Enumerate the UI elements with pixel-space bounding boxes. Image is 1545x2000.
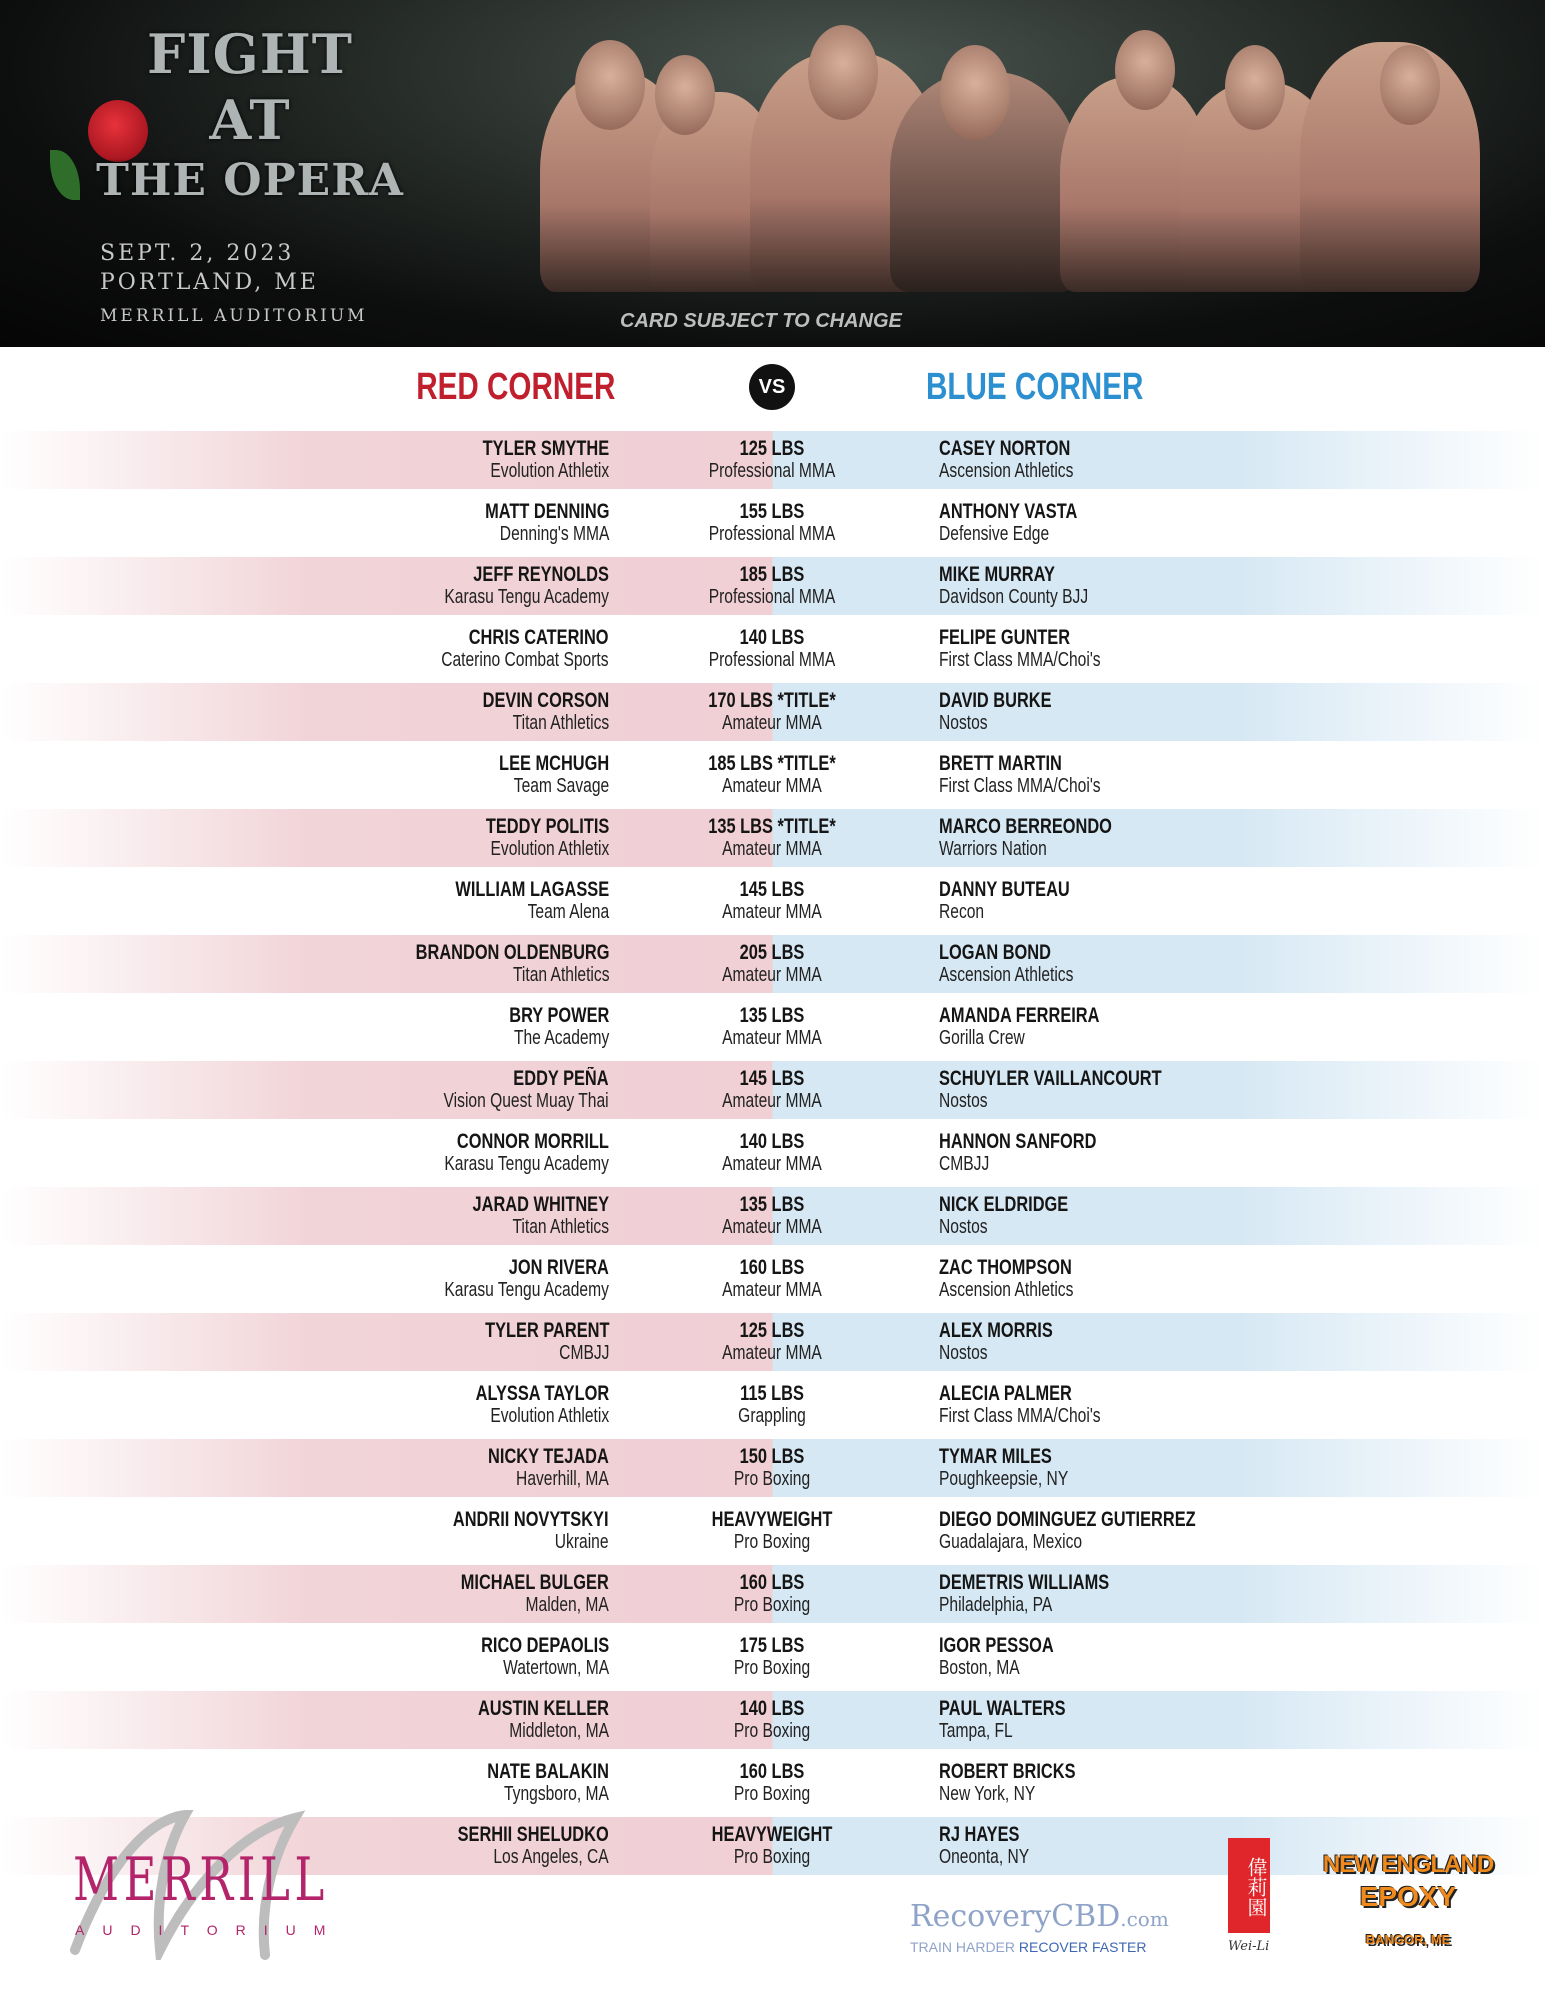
fighter-name: EDDY PEÑA xyxy=(513,1067,609,1090)
bout-row xyxy=(0,1439,1545,1497)
epoxy-name: NEW ENGLAND xyxy=(1322,1851,1494,1878)
bout-type: Pro Boxing xyxy=(733,1468,811,1490)
bout-type: Amateur MMA xyxy=(722,964,822,986)
fighter-team: Denning's MMA xyxy=(499,523,609,545)
bout-type: Grappling xyxy=(738,1405,806,1427)
fighter-team: Nostos xyxy=(939,1090,988,1112)
bout-type: Pro Boxing xyxy=(733,1846,811,1868)
fighter-name: FELIPE GUNTER xyxy=(939,626,1071,649)
red-fighter xyxy=(394,626,609,672)
leaf-icon xyxy=(50,150,80,200)
fighter-photo xyxy=(1225,45,1285,130)
bout-info xyxy=(672,878,872,924)
bout-info xyxy=(672,563,872,609)
fighter-name: MATT DENNING xyxy=(484,500,609,523)
red-fighter xyxy=(398,1256,609,1302)
fighter-team: Titan Athletics xyxy=(512,964,609,986)
fighter-name: CONNOR MORRILL xyxy=(457,1130,609,1153)
red-fighter xyxy=(415,1823,609,1869)
bout-row xyxy=(0,1691,1545,1749)
weight-class: 160 LBS xyxy=(739,1256,805,1279)
fighter-team: Karasu Tengu Academy xyxy=(444,1279,609,1301)
red-fighter xyxy=(398,563,609,609)
weight-class: 185 LBS *TITLE* xyxy=(708,752,836,775)
bout-info xyxy=(672,1004,872,1050)
bout-info xyxy=(672,1382,872,1428)
fighter-name: TEDDY POLITIS xyxy=(485,815,609,838)
fighter-name: JEFF REYNOLDS xyxy=(473,563,609,586)
fighter-team: Evolution Athletix xyxy=(490,1405,609,1427)
fighter-name: AUSTIN KELLER xyxy=(477,1697,609,1720)
fighter-name: RICO DEPAOLIS xyxy=(480,1634,609,1657)
fighter-name: SCHUYLER VAILLANCOURT xyxy=(939,1067,1162,1090)
fighter-team: Defensive Edge xyxy=(939,523,1050,545)
fighter-team: Nostos xyxy=(939,1216,988,1238)
fighter-team: Karasu Tengu Academy xyxy=(444,1153,609,1175)
fighter-name: NATE BALAKIN xyxy=(487,1760,609,1783)
bout-type: Amateur MMA xyxy=(722,1216,822,1238)
event-banner xyxy=(0,0,1545,347)
bout-row xyxy=(0,1313,1545,1371)
bout-type: Amateur MMA xyxy=(722,775,822,797)
fighter-team: The Academy xyxy=(513,1027,609,1049)
red-fighter xyxy=(447,689,609,735)
blue-fighter xyxy=(939,878,1107,924)
fighter-team: Ukraine xyxy=(555,1531,609,1553)
fighter-team: CMBJJ xyxy=(939,1153,990,1175)
weight-class: 175 LBS xyxy=(739,1634,805,1657)
fighter-team: Karasu Tengu Academy xyxy=(444,586,609,608)
bout-row xyxy=(0,1565,1545,1623)
event-city: PORTLAND, ME xyxy=(100,270,319,295)
fighter-name: MARCO BERREONDO xyxy=(939,815,1112,838)
weight-class: 145 LBS xyxy=(739,878,805,901)
fighter-name: CHRIS CATERINO xyxy=(469,626,609,649)
fighter-name: RJ HAYES xyxy=(939,1823,1020,1846)
weight-class: 135 LBS xyxy=(739,1193,805,1216)
fighter-name: TYLER SMYTHE xyxy=(482,437,609,460)
red-fighter xyxy=(450,500,609,546)
fighter-team: Ascension Athletics xyxy=(939,1279,1074,1301)
bout-type: Amateur MMA xyxy=(722,1342,822,1364)
fighter-name: ZAC THOMPSON xyxy=(939,1256,1072,1279)
weight-class: 155 LBS xyxy=(739,500,805,523)
fighter-name: MICHAEL BULGER xyxy=(460,1571,609,1594)
blue-fighter xyxy=(939,1634,1086,1680)
bout-type: Pro Boxing xyxy=(733,1720,811,1742)
fighter-team: Nostos xyxy=(939,712,988,734)
red-fighter xyxy=(434,1193,609,1239)
bout-row xyxy=(0,431,1545,489)
bout-info xyxy=(672,1256,872,1302)
epoxy-name: EPOXY xyxy=(1359,1881,1457,1912)
blue-fighter xyxy=(939,1823,1055,1869)
blue-fighter xyxy=(939,1508,1268,1554)
fighter-team: Team Savage xyxy=(513,775,609,797)
bout-type: Amateur MMA xyxy=(722,838,822,860)
event-date: SEPT. 2, 2023 xyxy=(100,241,295,266)
bout-type: Amateur MMA xyxy=(722,1027,822,1049)
fighter-team: Guadalajara, Mexico xyxy=(939,1531,1083,1553)
merrill-wordmark: MERRILL xyxy=(73,1845,329,1915)
red-fighter xyxy=(398,1130,609,1176)
red-fighter xyxy=(454,1445,609,1491)
blue-fighter xyxy=(939,1067,1224,1113)
fighter-team: Davidson County BJJ xyxy=(939,586,1089,608)
bout-type: Pro Boxing xyxy=(733,1783,811,1805)
fighter-team: CMBJJ xyxy=(558,1342,609,1364)
red-fighter xyxy=(453,1760,609,1806)
bout-row xyxy=(0,1124,1545,1182)
fighter-team: Vision Quest Muay Thai xyxy=(443,1090,609,1112)
fighter-name: LEE MCHUGH xyxy=(498,752,609,775)
bout-info xyxy=(672,1760,872,1806)
weight-class: 160 LBS xyxy=(739,1571,805,1594)
red-fighter xyxy=(397,1067,609,1113)
bout-info xyxy=(672,941,872,987)
fighter-photo xyxy=(575,40,645,130)
bout-row xyxy=(0,1061,1545,1119)
fighter-name: JON RIVERA xyxy=(508,1256,609,1279)
blue-fighter xyxy=(939,563,1130,609)
fighter-name: IGOR PESSOA xyxy=(939,1634,1054,1657)
fighter-team: Tampa, FL xyxy=(939,1720,1013,1742)
bout-info xyxy=(672,1319,872,1365)
fighter-name: DAVID BURKE xyxy=(939,689,1052,712)
blue-fighter xyxy=(939,1256,1111,1302)
fighter-team: Middleton, MA xyxy=(509,1720,609,1742)
blue-fighter xyxy=(939,1004,1145,1050)
fighter-photo xyxy=(1115,30,1175,110)
blue-fighter xyxy=(939,1319,1085,1365)
bout-type: Professional MMA xyxy=(708,586,836,608)
bout-type: Amateur MMA xyxy=(722,1279,822,1301)
red-fighter xyxy=(409,1508,609,1554)
fighter-photo xyxy=(808,25,878,120)
bout-row xyxy=(0,1250,1545,1308)
weight-class: 135 LBS *TITLE* xyxy=(708,815,836,838)
fighter-team: Watertown, MA xyxy=(502,1657,609,1679)
blue-fighter xyxy=(939,500,1116,546)
weight-class: 160 LBS xyxy=(739,1760,805,1783)
weili-characters: 偉莉園 xyxy=(1228,1838,1270,1933)
bout-row xyxy=(0,809,1545,867)
fighter-team: Evolution Athletix xyxy=(490,460,609,482)
red-fighter xyxy=(451,815,609,861)
fighter-name: ALYSSA TAYLOR xyxy=(475,1382,609,1405)
bout-info xyxy=(672,1508,872,1554)
bout-row xyxy=(0,1502,1545,1560)
bout-info xyxy=(672,1193,872,1239)
bout-row xyxy=(0,998,1545,1056)
fighter-name: ANTHONY VASTA xyxy=(939,500,1078,523)
weight-class: 140 LBS xyxy=(739,1697,805,1720)
epoxy-location: BANGOR, ME xyxy=(1365,1932,1451,1947)
weight-class: 140 LBS xyxy=(739,626,805,649)
weight-class: HEAVYWEIGHT xyxy=(711,1508,833,1531)
bout-row xyxy=(0,1376,1545,1434)
blue-corner-heading: BLUE CORNER xyxy=(926,366,1144,408)
weight-class: HEAVYWEIGHT xyxy=(711,1823,833,1846)
fighter-team: Evolution Athletix xyxy=(490,838,609,860)
fighter-team: Gorilla Crew xyxy=(939,1027,1025,1049)
weight-class: 115 LBS xyxy=(740,1382,804,1405)
blue-fighter xyxy=(939,1382,1146,1428)
fighter-team: Titan Athletics xyxy=(512,1216,609,1238)
blue-fighter xyxy=(939,626,1146,672)
fighter-name: BRANDON OLDENBURG xyxy=(415,941,609,964)
fighter-name: NICKY TEJADA xyxy=(488,1445,609,1468)
bout-info xyxy=(672,626,872,672)
fighter-name: LOGAN BOND xyxy=(939,941,1051,964)
fighter-name: BRETT MARTIN xyxy=(939,752,1062,775)
bout-row xyxy=(0,620,1545,678)
recovery-name: RecoveryCBD xyxy=(910,1899,1121,1934)
fighter-photo xyxy=(940,45,1010,140)
fighter-name: WILLIAM LAGASSE xyxy=(455,878,609,901)
bout-info xyxy=(672,437,872,483)
red-corner-heading: RED CORNER xyxy=(415,366,615,408)
recovery-tld: .com xyxy=(1120,1907,1169,1931)
blue-fighter xyxy=(939,689,1083,735)
fighter-team: Caterino Combat Sports xyxy=(441,649,609,671)
bout-type: Professional MMA xyxy=(708,523,836,545)
bout-row xyxy=(0,935,1545,993)
fighter-team: Malden, MA xyxy=(525,1594,609,1616)
bout-row xyxy=(0,1628,1545,1686)
fighter-photo xyxy=(655,55,715,135)
fighter-team: Poughkeepsie, NY xyxy=(939,1468,1069,1490)
blue-fighter xyxy=(939,1760,1114,1806)
fighter-team: Philadelphia, PA xyxy=(939,1594,1053,1616)
blue-fighter xyxy=(939,1445,1105,1491)
fighter-team: Oneonta, NY xyxy=(939,1846,1030,1868)
red-fighter xyxy=(361,941,610,987)
bout-type: Professional MMA xyxy=(708,649,836,671)
fighter-name: BRY POWER xyxy=(508,1004,609,1027)
red-fighter xyxy=(445,1634,609,1680)
bout-type: Amateur MMA xyxy=(722,1090,822,1112)
red-fighter xyxy=(412,878,609,924)
fighter-name: PAUL WALTERS xyxy=(939,1697,1066,1720)
bout-info xyxy=(672,1130,872,1176)
fighter-team: Ascension Athletics xyxy=(939,460,1074,482)
fighter-name: TYLER PARENT xyxy=(484,1319,609,1342)
bout-type: Professional MMA xyxy=(708,460,836,482)
red-fighter xyxy=(438,1382,609,1428)
weight-class: 145 LBS xyxy=(739,1067,805,1090)
red-fighter xyxy=(468,752,609,798)
bout-type: Amateur MMA xyxy=(722,712,822,734)
blue-fighter xyxy=(939,437,1111,483)
fighter-name: CASEY NORTON xyxy=(939,437,1071,460)
fighter-name: JARAD WHITNEY xyxy=(472,1193,609,1216)
red-fighter xyxy=(441,1697,609,1743)
fighter-team: Warriors Nation xyxy=(939,838,1047,860)
fighter-team: Titan Athletics xyxy=(512,712,609,734)
bout-info xyxy=(672,500,872,546)
bout-type: Pro Boxing xyxy=(733,1531,811,1553)
merrill-subtitle: AUDITORIUM xyxy=(75,1922,344,1938)
weight-class: 170 LBS *TITLE* xyxy=(708,689,836,712)
title-line: THE OPERA xyxy=(96,154,404,206)
blue-fighter xyxy=(939,752,1146,798)
fighter-team: First Class MMA/Choi's xyxy=(939,775,1101,797)
fighter-name: DIEGO DOMINGUEZ GUTIERREZ xyxy=(939,1508,1196,1531)
blue-fighter xyxy=(939,1130,1141,1176)
vs-badge: VS xyxy=(749,364,795,410)
fighter-team: Team Alena xyxy=(527,901,609,923)
fighter-team: Recon xyxy=(939,901,985,923)
red-fighter xyxy=(481,1004,609,1050)
weili-logo xyxy=(1228,1838,1270,1963)
weight-class: 150 LBS xyxy=(739,1445,805,1468)
fighter-team: Tyngsboro, MA xyxy=(504,1783,609,1805)
bout-info xyxy=(672,752,872,798)
new-england-epoxy-logo xyxy=(1318,1850,1498,1948)
bout-row xyxy=(0,557,1545,615)
red-fighter xyxy=(419,1571,609,1617)
bout-info xyxy=(672,1634,872,1680)
fighter-team: First Class MMA/Choi's xyxy=(939,1405,1101,1427)
bout-info xyxy=(672,1067,872,1113)
bout-info xyxy=(672,1445,872,1491)
fighter-team: Boston, MA xyxy=(939,1657,1020,1679)
red-fighter xyxy=(450,1319,609,1365)
bout-row xyxy=(0,683,1545,741)
blue-fighter xyxy=(939,815,1161,861)
weight-class: 125 LBS xyxy=(739,1319,805,1342)
fighter-name: NICK ELDRIDGE xyxy=(939,1193,1069,1216)
merrill-logo xyxy=(45,1810,345,1960)
fighter-name: ANDRII NOVYTSKYI xyxy=(453,1508,609,1531)
fighter-name: DEVIN CORSON xyxy=(482,689,609,712)
fighter-name: DEMETRIS WILLIAMS xyxy=(939,1571,1110,1594)
fighter-team: New York, NY xyxy=(939,1783,1036,1805)
title-line: AT xyxy=(209,87,291,152)
recoverycbd-logo xyxy=(910,1900,1169,1955)
bout-info xyxy=(672,1697,872,1743)
bout-row xyxy=(0,1754,1545,1812)
event-venue: MERRILL AUDITORIUM xyxy=(100,306,368,326)
fighter-name: HANNON SANFORD xyxy=(939,1130,1097,1153)
card-notice: CARD SUBJECT TO CHANGE xyxy=(620,310,902,332)
weight-class: 135 LBS xyxy=(739,1004,805,1027)
bout-row xyxy=(0,1187,1545,1245)
weili-name: Wei-Li xyxy=(1228,1939,1270,1954)
bout-row xyxy=(0,494,1545,552)
blue-fighter xyxy=(939,1697,1101,1743)
bout-info xyxy=(672,815,872,861)
fighter-name: ALEX MORRIS xyxy=(939,1319,1053,1342)
fighter-team: Haverhill, MA xyxy=(516,1468,609,1490)
bout-type: Pro Boxing xyxy=(733,1594,811,1616)
weight-class: 185 LBS xyxy=(739,563,805,586)
fighter-name: MIKE MURRAY xyxy=(939,563,1055,586)
bout-info xyxy=(672,1571,872,1617)
weight-class: 125 LBS xyxy=(739,437,805,460)
blue-fighter xyxy=(939,1193,1105,1239)
weight-class: 140 LBS xyxy=(739,1130,805,1153)
bout-type: Amateur MMA xyxy=(722,1153,822,1175)
bout-info xyxy=(672,689,872,735)
bout-type: Pro Boxing xyxy=(733,1657,811,1679)
blue-fighter xyxy=(939,941,1111,987)
recovery-tagline: TRAIN HARDER xyxy=(910,1938,1016,1955)
bout-row xyxy=(0,746,1545,804)
recovery-tagline: RECOVER FASTER xyxy=(1018,1938,1147,1955)
fighter-photo xyxy=(1380,45,1440,125)
bout-type: Amateur MMA xyxy=(722,901,822,923)
fighter-name: AMANDA FERREIRA xyxy=(939,1004,1100,1027)
blue-fighter xyxy=(939,1571,1157,1617)
fighter-name: DANNY BUTEAU xyxy=(939,878,1070,901)
fighter-team: First Class MMA/Choi's xyxy=(939,649,1101,671)
title-line: FIGHT xyxy=(147,22,353,86)
fighter-name: TYMAR MILES xyxy=(939,1445,1052,1468)
fighter-name: SERHII SHELUDKO xyxy=(457,1823,609,1846)
fighter-team: Los Angeles, CA xyxy=(493,1846,609,1868)
bout-row xyxy=(0,872,1545,930)
fighter-team: Ascension Athletics xyxy=(939,964,1074,986)
event-title xyxy=(80,22,420,207)
bout-info xyxy=(672,1823,872,1869)
fighter-team: Nostos xyxy=(939,1342,988,1364)
red-fighter xyxy=(447,437,609,483)
fighter-name: ROBERT BRICKS xyxy=(939,1760,1076,1783)
fighter-name: ALECIA PALMER xyxy=(939,1382,1072,1405)
weight-class: 205 LBS xyxy=(739,941,805,964)
